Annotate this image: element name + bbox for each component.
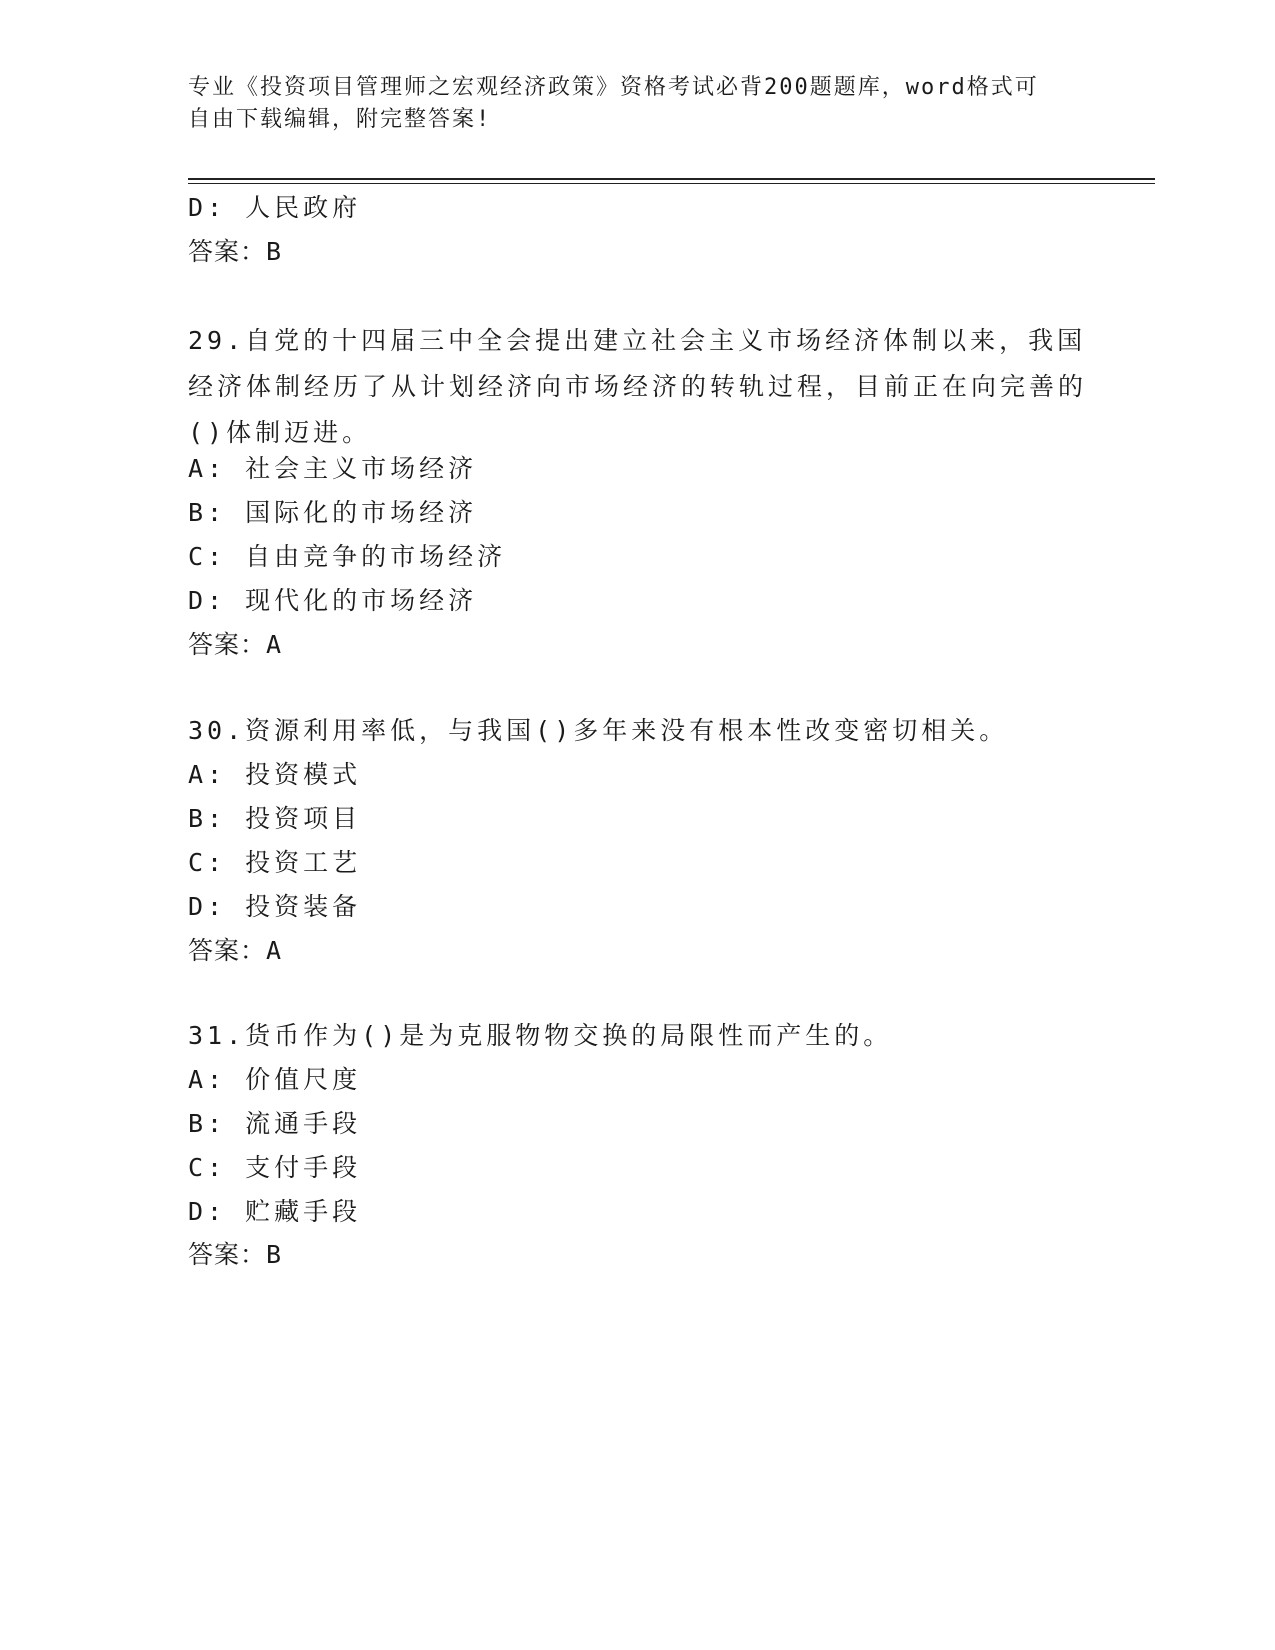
question-29-option-a: A: 社会主义市场经济 [188,454,478,483]
question-29-option-b: B: 国际化的市场经济 [188,498,478,527]
question-30-option-c: C: 投资工艺 [188,848,362,877]
header-line-1: 专业《投资项目管理师之宏观经济政策》资格考试必背200题题库，word格式可 [188,75,1039,100]
question-31-text: 31.货币作为()是为克服物物交换的局限性而产生的。 [188,1021,893,1050]
question-29-option-c: C: 自由竞争的市场经济 [188,542,507,571]
question-30-option-d: D: 投资装备 [188,892,362,921]
document-header [188,72,1068,136]
question-29-text: 29.自党的十四届三中全会提出建立社会主义市场经济体制以来，我国经济体制经历了从计划经济向市场经济的转轨过程，目前正在向完善的()体制迈进。 [188,326,1088,447]
prev-option-d: D: 人民政府 [188,193,362,222]
question-31-answer: 答案：B [188,1240,283,1269]
question-30-text: 30.资源利用率低，与我国()多年来没有根本性改变密切相关。 [188,716,1009,745]
question-31-option-a: A: 价值尺度 [188,1065,362,1094]
question-31-option-c: C: 支付手段 [188,1153,362,1182]
prev-answer: 答案：B [188,237,283,266]
header-rule-thick [188,178,1155,180]
header-rule-thin [188,183,1155,184]
question-29-answer: 答案：A [188,630,283,659]
question-31-option-b: B: 流通手段 [188,1109,362,1138]
question-30-option-a: A: 投资模式 [188,760,362,789]
header-line-2: 自由下载编辑，附完整答案! [188,107,492,132]
question-29-option-d: D: 现代化的市场经济 [188,586,478,615]
question-31-option-d: D: 贮藏手段 [188,1197,362,1226]
question-30-option-b: B: 投资项目 [188,804,362,833]
question-30-answer: 答案：A [188,936,283,965]
